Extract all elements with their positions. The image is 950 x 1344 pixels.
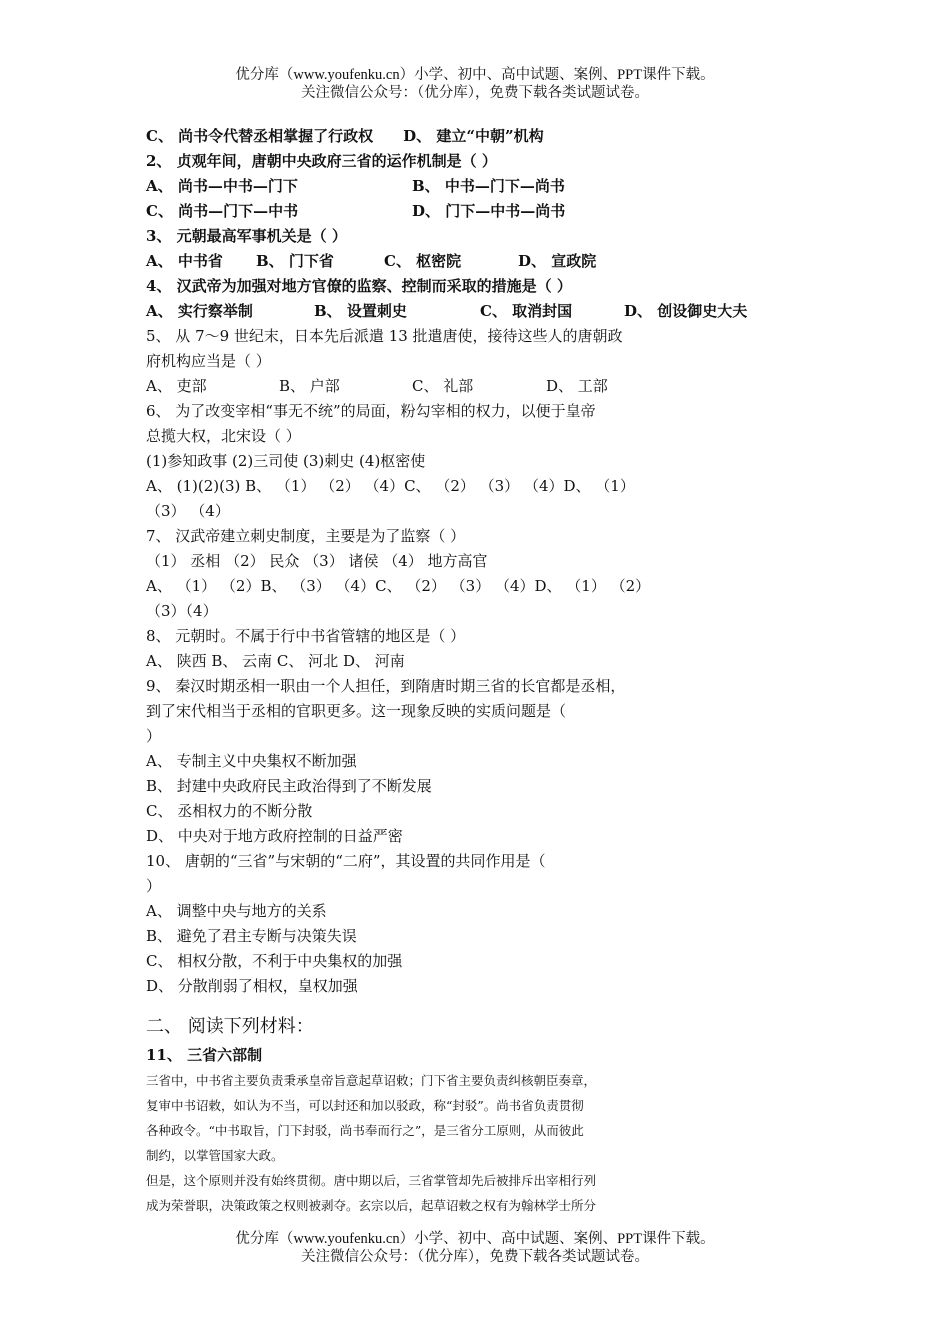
q9-stem-2: 到了宋代相当于丞相的官职更多。这一现象反映的实质问题是（: [146, 702, 567, 720]
q10-stem-2: ）: [146, 877, 162, 895]
page-footer: [0, 1230, 950, 1266]
q3-option-d: D、 宣政院: [518, 252, 597, 270]
footer-line-1: 优分库（www.youfenku.cn）小学、初中、高中试题、案例、PPT课件下载。: [235, 1231, 715, 1247]
q7-stem: 7、 汉武帝建立刺史制度，主要是为了监察（ ）: [146, 527, 466, 545]
q6-items: (1)参知政事 (2)三司使 (3)刺史 (4)枢密使: [146, 452, 426, 470]
q2-options-cd: [146, 199, 826, 224]
q1-option-c: C、 尚书令代替丞相掌握了行政权: [146, 127, 374, 145]
q5-option-d: D、 工部: [546, 377, 608, 395]
q6-options-2: （3） （4）: [146, 502, 230, 520]
q9-option-d: D、 中央对于地方政府控制的日益严密: [146, 827, 403, 845]
q9-option-b: B、 封建中央政府民主政治得到了不断发展: [146, 777, 432, 795]
q4-stem: 4、 汉武帝为加强对地方官僚的监察、控制而采取的措施是（ ）: [146, 277, 572, 295]
q6-stem-1: 6、 为了改变宰相“事无不统”的局面，粉勾宰相的权力，以便于皇帝: [146, 402, 596, 420]
page-header: [0, 66, 950, 102]
header-line-2: 关注微信公众号：（优分库），免费下载各类试题试卷。: [301, 85, 649, 101]
footer-line-2: 关注微信公众号：（优分库），免费下载各类试题试卷。: [301, 1249, 649, 1265]
q10-stem-1: 10、 唐朝的“三省”与宋朝的“二府”，其设置的共同作用是（: [146, 852, 546, 870]
q2-option-c: C、 尚书—门下—中书: [146, 202, 299, 220]
q7-options-2: （3）（4）: [146, 602, 218, 620]
q2-options-ab: [146, 174, 826, 199]
q7-options-1: A、 （1） （2）B、 （3） （4）C、 （2） （3） （4）D、 （1） （2）: [146, 577, 651, 595]
q1-options-cd: [146, 124, 826, 149]
q6-options-1: A、 (1)(2)(3) B、 （1） （2） （4）C、 （2） （3） （4）D、 （1）: [146, 477, 635, 495]
q2-option-d: D、 门下—中书—尚书: [412, 202, 566, 220]
q3-option-c: C、 枢密院: [384, 252, 462, 270]
q2-option-a: A、 尚书—中书—门下: [146, 177, 298, 195]
q5-stem-1: 5、 从 7～9 世纪末，日本先后派遣 13 批遣唐使，接待这些人的唐朝政: [146, 327, 623, 345]
q10-option-d: D、 分散削弱了相权，皇权加强: [146, 977, 358, 995]
q4-options: [146, 299, 826, 324]
q3-option-b: B、 门下省: [256, 252, 334, 270]
q9-option-c: C、 丞相权力的不断分散: [146, 802, 313, 820]
q11-passage-line-1: 三省中，中书省主要负责秉承皇帝旨意起草诏敕；门下省主要负责纠核朝臣奏章，: [146, 1073, 597, 1088]
section-2-title: 二、 阅读下列材料：: [146, 1016, 314, 1037]
q10-option-b: B、 避免了君主专断与决策失误: [146, 927, 357, 945]
q10-option-c: C、 相权分散，不利于中央集权的加强: [146, 952, 403, 970]
header-line-1: 优分库（www.youfenku.cn）小学、初中、高中试题、案例、PPT课件下载。: [235, 67, 715, 83]
q3-stem: 3、 元朝最高军事机关是（ ）: [146, 227, 347, 245]
q6-stem-2: 总揽大权，北宋设（ ）: [146, 427, 301, 445]
q4-option-c: C、 取消封国: [480, 302, 573, 320]
q11-passage-line-4: 制约，以掌管国家大政。: [146, 1148, 284, 1163]
q1-option-d: D、 建立“中朝”机构: [403, 127, 544, 145]
q4-option-a: A、 实行察举制: [146, 302, 253, 320]
q11-passage-line-5: 但是，这个原则并没有始终贯彻。唐中期以后，三省掌管却先后被排斥出宰相行列: [146, 1173, 597, 1188]
q3-options: [146, 249, 826, 274]
q11-passage-line-6: 成为荣誉职，决策政策之权则被剥夺。玄宗以后，起草诏敕之权有为翰林学士所分: [146, 1198, 597, 1213]
q5-option-a: A、 吏部: [146, 377, 207, 395]
q5-option-c: C、 礼部: [412, 377, 474, 395]
q8-stem: 8、 元朝时。不属于行中书省管辖的地区是（ ）: [146, 627, 466, 645]
q4-option-b: B、 设置刺史: [314, 302, 407, 320]
q5-stem-2: 府机构应当是（ ）: [146, 352, 271, 370]
q9-option-a: A、 专制主义中央集权不断加强: [146, 752, 357, 770]
q7-items: （1） 丞相 （2） 民众 （3） 诸侯 （4） 地方高官: [146, 552, 488, 570]
q11-title: 11、 三省六部制: [146, 1046, 263, 1064]
q3-option-a: A、 中书省: [146, 252, 223, 270]
q11-passage-line-3: 各种政令。“中书取旨，门下封驳，尚书奉而行之”，是三省分工原则，从而彼此: [146, 1123, 584, 1138]
q9-stem-3: ）: [146, 727, 162, 745]
q9-stem-1: 9、 秦汉时期丞相一职由一个人担任，到隋唐时期三省的长官都是丞相，: [146, 677, 626, 695]
document-body: [146, 124, 826, 1218]
q11-passage-line-2: 复审中书诏敕，如认为不当，可以封还和加以驳政，称“封驳”。尚书省负责贯彻: [146, 1098, 584, 1113]
q2-stem: 2、 贞观年间，唐朝中央政府三省的运作机制是（ ）: [146, 152, 497, 170]
q2-option-b: B、 中书—门下—尚书: [412, 177, 565, 195]
q10-option-a: A、 调整中央与地方的关系: [146, 902, 327, 920]
q5-option-b: B、 户部: [279, 377, 340, 395]
q4-option-d: D、 创设御史大夫: [624, 302, 748, 320]
q8-options: A、 陕西 B、 云南 C、 河北 D、 河南: [146, 652, 405, 670]
q5-options: [146, 374, 826, 399]
